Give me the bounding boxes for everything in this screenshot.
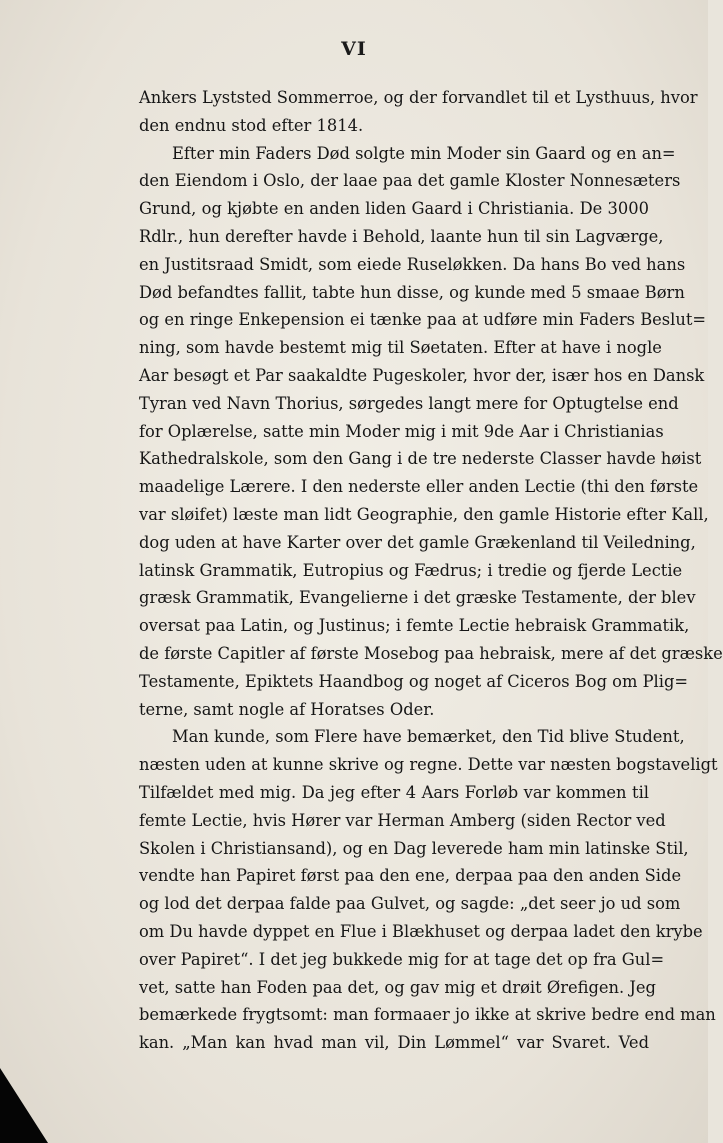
text-line: Rdlr., hun derefter havde i Behold, laante hun til sin Lagværge, [139,226,664,246]
text-line: Skolen i Christiansand), og en Dag leverede ham min latinske Stil, [139,838,689,858]
text-line: Tyran ved Navn Thorius, sørgedes langt mere for Optugtelse end [139,393,679,413]
text-line: vendte han Papiret først paa den ene, derpaa paa den anden Side [139,866,682,886]
text-line: oversat paa Latin, og Justinus; i femte Lectie hebraisk Grammatik, [139,616,690,636]
text-line: terne, samt nogle af Horatses Oder. [139,699,435,719]
text-line: og en ringe Enkepension ei tænke paa at udføre min Faders Beslut= [139,310,707,330]
text-line: bemærkede frygtsomt: man formaaer jo ikke at skrive bedre end man [139,1005,716,1025]
text-line: Kathedralskole, som den Gang i de tre nederste Classer havde høist [139,449,702,469]
text-line: var sløifet) læste man lidt Geographie, den gamle Historie efter Kall, [139,504,709,524]
text-line: Grund, og kjøbte en anden liden Gaard i Christiania. De 3000 [139,199,649,219]
body-text [139,84,723,1057]
text-line: græsk Grammatik, Evangelierne i det græske Testamente, der blev [139,588,696,608]
text-line: Tilfældet med mig. Da jeg efter 4 Aars Forløb var kommen til [139,782,649,802]
text-line: Død befandtes fallit, tabte hun disse, og kunde med 5 smaae Børn [139,282,685,302]
text-line: en Justitsraad Smidt, som eiede Ruseløkken. Da hans Bo ved hans [139,254,686,274]
text-line: Ankers Lyststed Sommerroe, og der forvandlet til et Lysthuus, hvor [139,88,698,107]
text-line: maadelige Lærere. I den nederste eller anden Lectie (thi den første [139,477,699,497]
text-line: vet, satte han Foden paa det, og gav mig et drøit Ørefigen. Jeg [139,977,656,997]
text-line: kan. „Man kan hvad man vil, Din Lømmel“ var Svaret. Ved [139,1033,649,1053]
paragraph-start-line: Man kunde, som Flere have bemærket, den Tid blive Student, [172,727,685,747]
text-line: Aar besøgt et Par saakaldte Pugeskoler, hvor der, især hos en Dansk [139,365,705,385]
text-line: for Oplærelse, satte min Moder mig i mit 9de Aar i Christianias [139,421,664,441]
text-line: og lod det derpaa falde paa Gulvet, og sagde: „det seer jo ud som [139,894,681,914]
paragraph-start-line: Efter min Faders Død solgte min Moder sin Gaard og en an= [172,143,676,163]
text-line: om Du havde dyppet en Flue i Blækhuset og derpaa ladet den krybe [139,921,703,941]
text-line: næsten uden at kunne skrive og regne. Dette var næsten bogstaveligt [139,755,718,775]
text-line: ning, som havde bestemt mig til Søetaten. Efter at have i nogle [139,338,662,358]
text-line: Testamente, Epiktets Haandbog og noget af Ciceros Bog om Plig= [139,671,689,691]
text-line: den Eiendom i Oslo, der laae paa det gamle Kloster Nonnesæters [139,171,681,191]
text-line: de første Capitler af første Mosebog paa hebraisk, mere af det græske [139,643,723,663]
text-line: dog uden at have Karter over det gamle Grækenland til Veiledning, [139,532,696,552]
text-line: over Papiret“. I det jeg bukkede mig for at tage det op fra Gul= [139,949,665,969]
page-number: VI [341,38,367,60]
scan-corner-shadow [0,1068,48,1143]
text-line: den endnu stod efter 1814. [139,115,364,135]
text-line: latinsk Grammatik, Eutropius og Fædrus; i tredie og fjerde Lectie [139,560,683,580]
text-line: femte Lectie, hvis Hører var Herman Amberg (siden Rector ved [139,810,666,830]
